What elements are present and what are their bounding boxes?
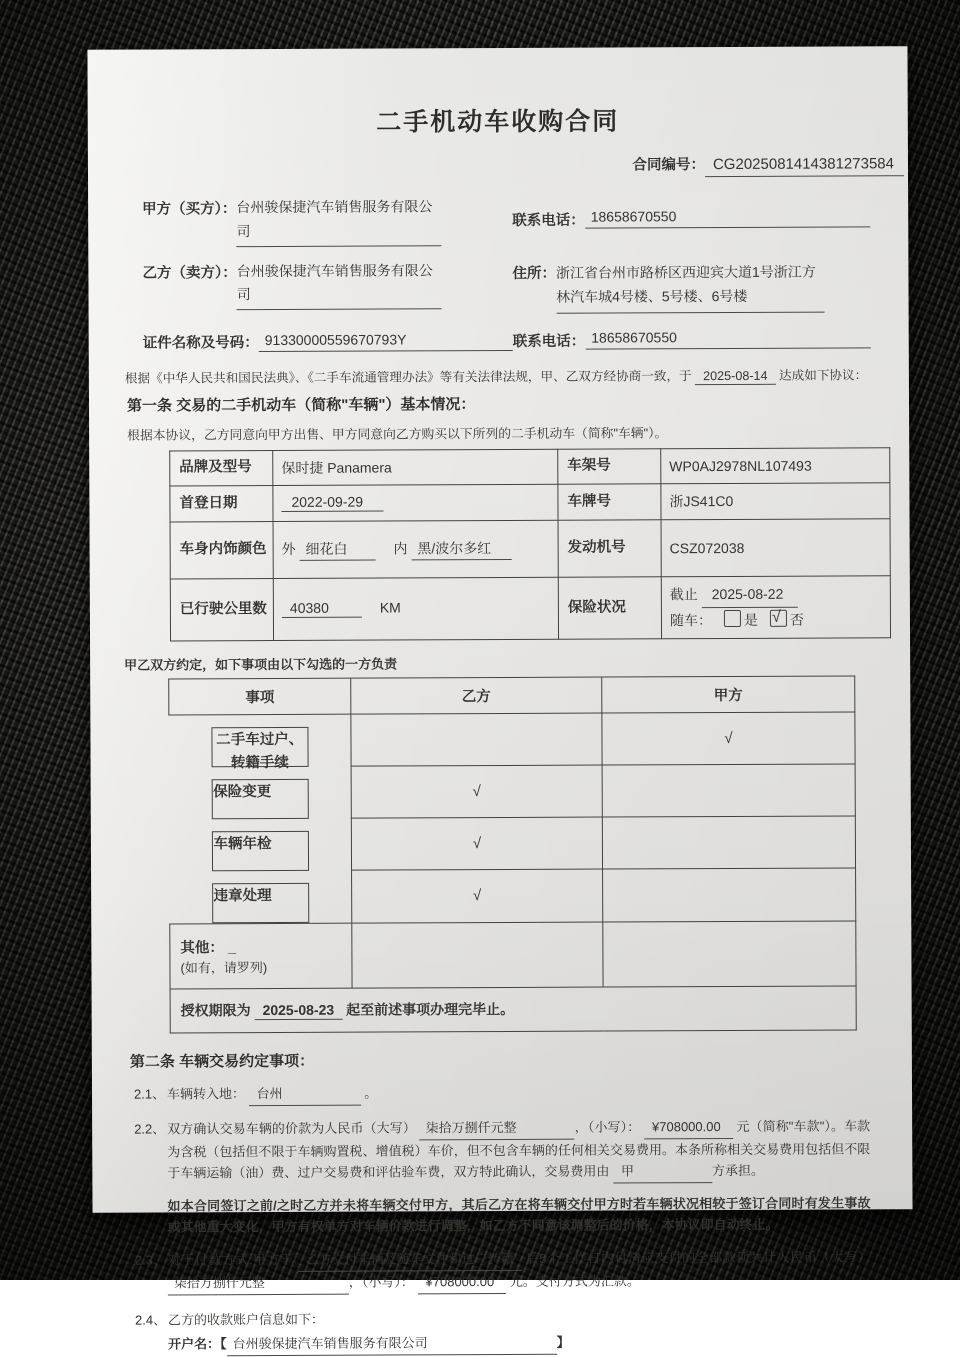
party-b-phone-value: 18658670550	[585, 327, 871, 349]
duty-item-insurance: 保险变更	[211, 778, 309, 818]
account-line	[135, 1330, 871, 1356]
price-in-figures: ¥708000.00	[417, 1271, 506, 1294]
transfer-place-label: 车辆转入地：	[167, 1086, 245, 1101]
party-b-check: √	[351, 765, 602, 818]
item-number: 2.1、	[134, 1083, 167, 1106]
plate-label: 车牌号	[558, 483, 661, 519]
item-text: 对于付款方式:甲方于 乙方交付车辆及随车文件和过户转籍 后5个工作日内付清应支付的全部款项共计人民币（大写） 柒拾万捌仟元整 ，（小写）： ¥708000.00 元。支付方式为汇款。	[168, 1246, 871, 1295]
account-name-value: 台州骏保捷汽车销售服务有限公司	[227, 1332, 557, 1356]
table-row	[170, 518, 890, 578]
party-a-check	[603, 921, 856, 987]
item-number: 2.4、	[135, 1309, 168, 1330]
table-row	[169, 712, 855, 767]
other-label: 其他： _	[180, 935, 343, 957]
table-row	[170, 447, 890, 485]
table-row	[170, 482, 890, 521]
mileage-label: 已行驶公里数	[170, 578, 273, 640]
insurance-until-date: 2025-08-22	[702, 581, 798, 608]
mileage-value: 40380 KM	[273, 577, 558, 640]
section1-heading: 第一条 交易的二手机动车（简称"车辆"）基本情况：	[127, 391, 909, 415]
color-value	[273, 520, 558, 578]
other-note: (如有，请罗列)	[180, 956, 343, 976]
party-b-phone-row	[513, 325, 871, 351]
item-text: 乙方的收款账户信息如下：	[168, 1306, 871, 1330]
party-b-check: √	[351, 817, 602, 870]
authorization-row	[170, 986, 856, 1033]
section1-note: 根据本协议，乙方同意向甲方出售、甲方同意向乙方购买以下所列的二手机动车（简称"车辆"）。	[127, 421, 909, 443]
insurance-value	[661, 575, 890, 638]
price-in-figures: ¥708000.00	[644, 1116, 733, 1139]
color-interior-label: 内	[393, 540, 407, 556]
payment-condition-value: 乙方交付车辆及随车文件和过户转籍	[298, 1248, 522, 1272]
duty-item-transfer: 二手车过户、转籍手续	[211, 726, 309, 766]
party-a-phone-label: 联系电话：	[512, 208, 585, 230]
party-b-phone-label: 联系电话：	[513, 328, 586, 350]
item-number: 2.2、	[134, 1118, 167, 1185]
col-header-item: 事项	[169, 678, 351, 715]
legal-basis-tail: 达成如下协议：	[779, 368, 867, 382]
bracket-close: 】	[557, 1335, 570, 1350]
duty-item-other	[170, 923, 352, 989]
party-a-phone-row	[512, 193, 870, 245]
contract-document	[87, 46, 912, 1213]
duty-note: 甲乙双方约定，如下事项由以下勾选的一方负责	[124, 651, 910, 673]
contract-number-value: CG2025081414381273584	[705, 155, 904, 177]
party-a-check	[603, 868, 856, 922]
account-name-label: 开户名：【	[168, 1336, 227, 1351]
party-b-check	[352, 922, 603, 988]
insurance-yes-label: 是	[744, 612, 758, 628]
party-a-check	[602, 816, 855, 869]
item-2-2	[134, 1115, 870, 1185]
responsibility-table	[168, 675, 857, 1033]
color-exterior-value: 细花白	[299, 538, 375, 560]
section2-heading: 第二条 车辆交易约定事项：	[130, 1047, 912, 1071]
party-a-value: 台州骏保捷汽车销售服务有限公司	[236, 195, 441, 246]
transfer-place-value: 台州	[249, 1082, 361, 1106]
duty-item-inspection: 车辆年检	[211, 830, 309, 870]
insurance-with-line	[670, 607, 886, 632]
first-reg-label: 首登日期	[170, 485, 273, 521]
agreement-date: 2025-08-14	[695, 368, 775, 384]
item-2-4	[135, 1306, 871, 1330]
table-row	[169, 816, 855, 871]
account-text	[168, 1330, 871, 1356]
color-label: 车身内饰颜色	[170, 521, 273, 578]
party-a-row	[142, 195, 512, 247]
credential-value: 91330000559670793Y	[259, 330, 513, 352]
item-number: 2.3、	[135, 1249, 168, 1295]
party-a-phone-value: 18658670550	[585, 206, 871, 228]
table-row-other	[170, 921, 856, 989]
authorization-post: 起至前述事项办理完毕止。	[346, 1001, 514, 1018]
engine-value: CSZ072038	[661, 518, 890, 576]
item-2-3	[135, 1246, 871, 1295]
mileage-unit: KM	[380, 600, 401, 616]
address-label: 住所：	[512, 260, 556, 282]
authorization-text	[170, 986, 856, 1033]
price-in-words: 柒拾万捌仟元整	[420, 1116, 575, 1140]
page-title: 二手机动车收购合同	[88, 100, 908, 140]
party-b-row	[142, 259, 512, 316]
first-reg-value: 2022-09-29	[273, 484, 558, 521]
brand-value: 保时捷 Panamera	[273, 449, 558, 485]
insurance-no-label: 否	[790, 612, 804, 628]
item-2-2-note: 如本合同签订之前/之时乙方并未将车辆交付甲方，其后乙方在将车辆交付甲方时若车辆状况相较于签订合同时有发生事故或其他重大变化，甲方有权单方对车辆价款进行调整，如乙方不同意该调整后的价格，本协议即自动终止。	[167, 1192, 870, 1237]
authorization-date: 2025-08-23	[255, 1002, 343, 1020]
party-a-check	[602, 764, 855, 817]
plate-value: 浙JS41C0	[661, 482, 890, 519]
insurance-with-label: 随车：	[670, 612, 712, 628]
vehicle-info-table	[169, 447, 891, 641]
table-row	[170, 575, 890, 640]
duty-item-violations: 违章处理	[212, 882, 310, 922]
item-2-1	[134, 1080, 870, 1106]
insurance-until-label: 截止	[670, 586, 698, 602]
period: 。	[364, 1085, 377, 1100]
color-interior-value: 黑/波尔多红	[411, 538, 511, 560]
party-b-check	[351, 713, 602, 767]
party-a-check: √	[602, 712, 855, 766]
col-header-party-b: 乙方	[351, 677, 602, 714]
address-value: 浙江省台州市路桥区西迎宾大道1号浙江方林汽车城4号楼、5号楼、6号楼	[556, 259, 824, 313]
price-in-words: 柒拾万捌仟元整	[168, 1272, 349, 1296]
parties-block	[142, 193, 871, 352]
table-header-row	[169, 676, 855, 715]
party-b-value: 台州骏保捷汽车销售服务有限公司	[237, 259, 442, 310]
credential-label: 证件名称及号码：	[143, 330, 259, 353]
color-exterior-label: 外	[282, 540, 296, 556]
brand-label: 品牌及型号	[170, 450, 273, 485]
party-a-label: 甲方（买方）：	[142, 196, 236, 218]
party-b-check: √	[352, 869, 603, 923]
authorization-pre: 授权期限为	[181, 1002, 251, 1018]
vin-value: WP0AJ2978NL107493	[661, 447, 890, 483]
item-text: 双方确认交易车辆的价款为人民币（大写） 柒拾万捌仟元整 ，（小写）： ¥708000.00 元（简称"车款"）。车款为含税（包括但不限于车辆购置税、增值税）车价，但不包含车辆的任何相关交易费用。本条所称相关交易费用包括但不限于车辆运输（油）费、过户交易费和评估验车费，双方特此确认，交易费用由 甲 方承担。	[167, 1115, 870, 1185]
checkbox-no-checked	[770, 610, 787, 627]
party-b-label: 乙方（卖方）：	[142, 260, 236, 282]
insurance-label: 保险状况	[558, 576, 661, 638]
fee-payer-value: 甲	[613, 1160, 712, 1183]
legal-basis-line	[125, 364, 909, 387]
vin-label: 车架号	[558, 448, 661, 483]
table-row	[170, 868, 856, 923]
contract-number-row	[88, 152, 904, 180]
checkbox-yes	[724, 610, 741, 627]
credential-row	[143, 327, 513, 353]
party-b-address-row	[512, 257, 870, 314]
contract-number-label: 合同编号：	[632, 153, 705, 177]
checkmark-icon: √	[772, 604, 781, 632]
engine-label: 发动机号	[558, 519, 661, 576]
item-text	[167, 1080, 870, 1106]
legal-basis-text: 根据《中华人民共和国民法典》、《二手车流通管理办法》等有关法律法规，甲、乙双方经协商一致，于	[125, 369, 692, 385]
col-header-party-a: 甲方	[602, 676, 855, 713]
